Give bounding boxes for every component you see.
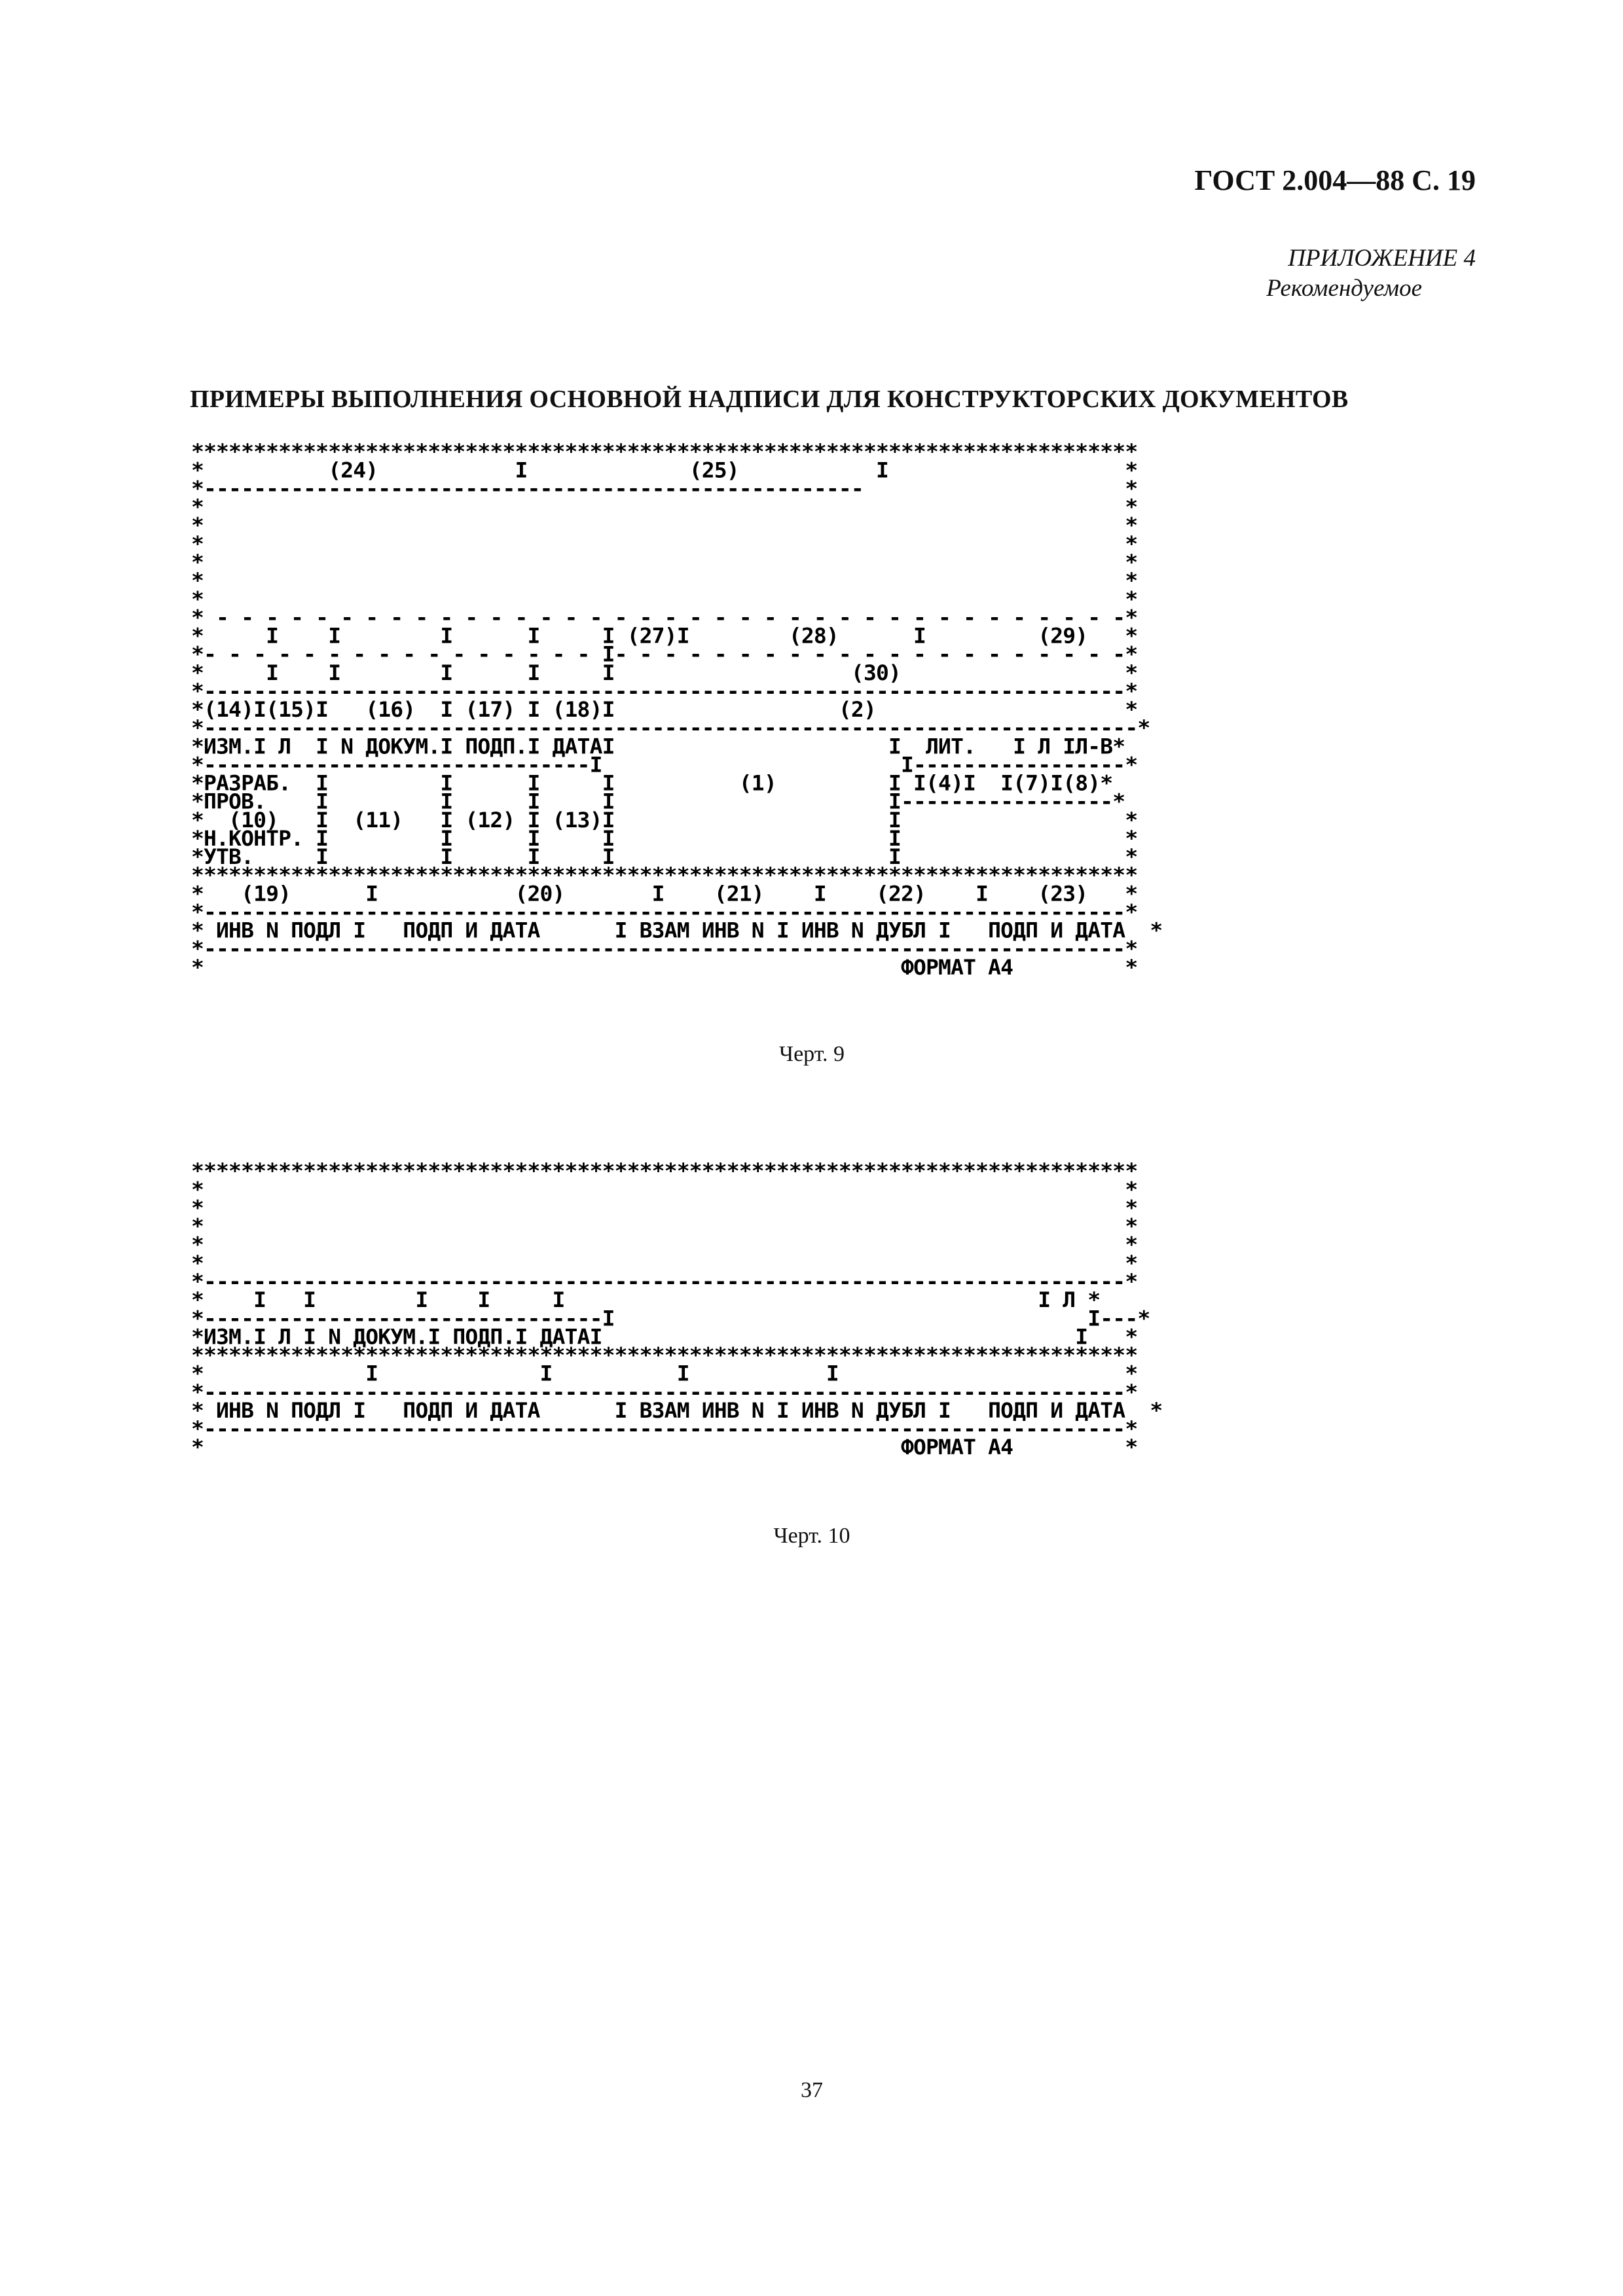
title-block-form-fig9: **************************************************************************** * (24) I (25) I * *----------------------------------------------------- * * * * * * * * * * * * * * - - - - - - - - - - - - - - - - - - - - - - - - - - - - - - - - - - - - -* * I I I I I (27)I (28) I (29) * *- - - - - - - - - - - - - - - - I- - - - - - - - - - - - - - - - - - - - -* * I I I I I (30) * *--------------------------------------------------------------------------* *(14)I(15)I (16) I (17) I (18)I (2) * *---------------------------------------------------------------------------* *ИЗМ.I Л I N ДОКУМ.I ПОДП.I ДАТАI I ЛИТ. I Л IЛ-В* *-------------------------------I I-----------------* *РАЗРАБ. I I I I (1) I I(4)I I(7)I(8)* *ПРОВ. I I I I I-----------------* * (10) I (11) I (12) I (13)I I * *Н.КОНТР. I I I I I * *УТВ. I I I I I * **************************************************************************** * (19) I (20) I (21) I (22) I (23) * *--------------------------------------------------------------------------* * ИНВ N ПОДЛ I ПОДП И ДАТА I ВЗАМ ИНВ N I ИНВ N ДУБЛ I ПОДП И ДАТА * *--------------------------------------------------------------------------* * ФОРМАТ А4 * xyxy=(191,439,1163,980)
page-title: ПРИМЕРЫ ВЫПОЛНЕНИЯ ОСНОВНОЙ НАДПИСИ ДЛЯ КОНСТРУКТОРСКИХ ДОКУМЕНТОВ xyxy=(190,386,1349,413)
page-number: 37 xyxy=(801,2078,823,2102)
appendix-block xyxy=(1266,243,1476,304)
appendix-label: ПРИЛОЖЕНИЕ 4 xyxy=(1288,245,1476,272)
title-block-form-fig10: **************************************************************************** * * * * * * * * * * *--------------------------------------------------------------------------* * I I I I I I Л * *--------------------------------I I---* *ИЗМ.I Л I N ДОКУМ.I ПОДП.I ДАТАI I * **************************************************************************** * I I I I * *--------------------------------------------------------------------------* * ИНВ N ПОДЛ I ПОДП И ДАТА I ВЗАМ ИНВ N I ИНВ N ДУБЛ I ПОДП И ДАТА * *--------------------------------------------------------------------------* * ФОРМАТ А4 * xyxy=(191,1158,1163,1460)
figure9-caption: Черт. 9 xyxy=(778,1042,845,1066)
document-reference: ГОСТ 2.004—88 С. 19 xyxy=(1194,164,1476,196)
appendix-note: Рекомендуемое xyxy=(1266,275,1422,302)
figure10-caption: Черт. 10 xyxy=(773,1524,850,1548)
